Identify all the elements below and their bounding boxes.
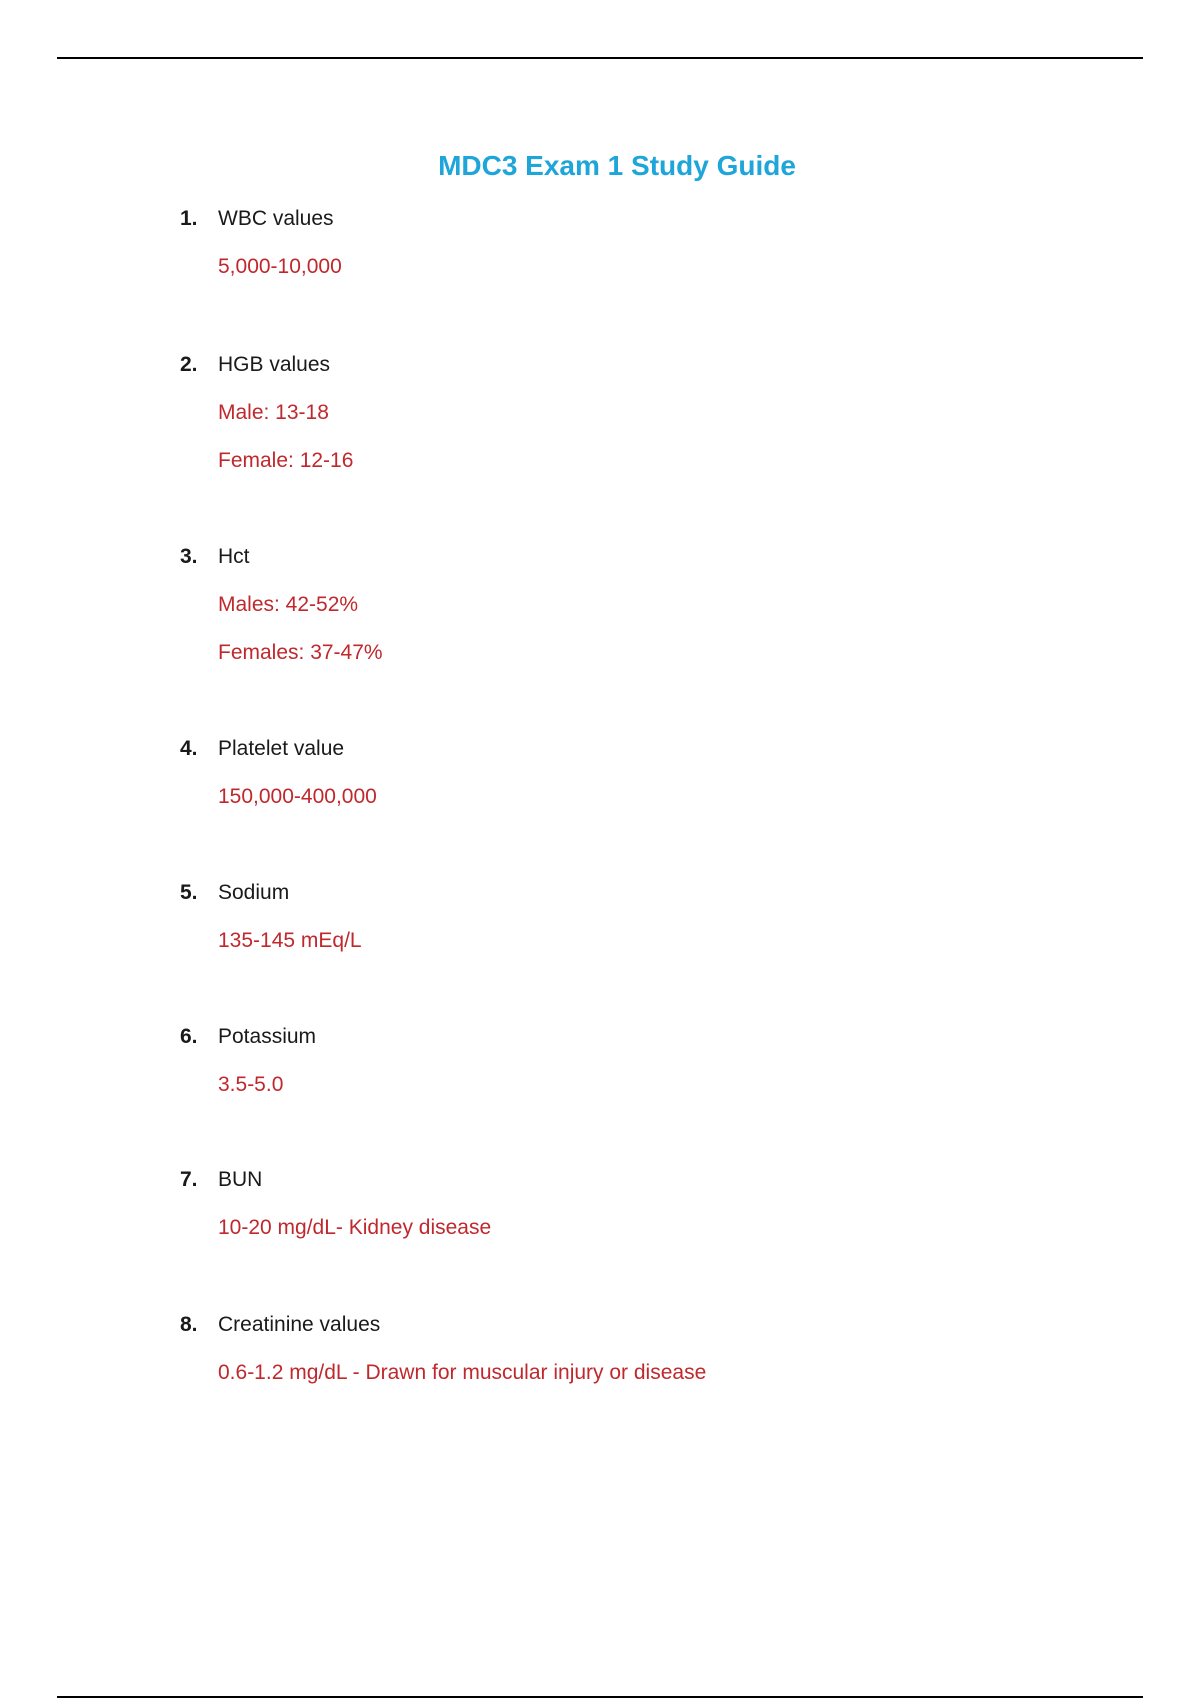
- question-number: 1.: [180, 207, 198, 230]
- answer-text: Females: 37-47%: [218, 641, 383, 664]
- question-number: 6.: [180, 1025, 198, 1048]
- question-item: [180, 878, 1080, 956]
- question-label: HGB values: [218, 353, 331, 376]
- answer-text: 10-20 mg/dL- Kidney disease: [218, 1216, 492, 1239]
- answer-text: 135-145 mEq/L: [218, 929, 362, 952]
- answer-text: 150,000-400,000: [218, 785, 377, 808]
- question-number: 7.: [180, 1168, 198, 1191]
- question-number: 8.: [180, 1313, 198, 1336]
- answer-text: Female: 12-16: [218, 449, 354, 472]
- header-rule: [57, 57, 1143, 59]
- question-number: 5.: [180, 881, 198, 904]
- question-label: WBC values: [218, 207, 334, 230]
- question-item: [180, 734, 1080, 812]
- answer-text: 3.5-5.0: [218, 1073, 284, 1096]
- question-item: [180, 1165, 1080, 1243]
- answer-text: 5,000-10,000: [218, 255, 342, 278]
- question-label: BUN: [218, 1168, 263, 1191]
- footer-rule: [57, 1696, 1143, 1698]
- question-number: 4.: [180, 737, 198, 760]
- answer-text: Male: 13-18: [218, 401, 329, 424]
- question-item: [180, 204, 1080, 282]
- question-item: [180, 542, 1080, 668]
- answer-text: Males: 42-52%: [218, 593, 359, 616]
- question-label: Hct: [218, 545, 250, 568]
- question-number: 2.: [180, 353, 198, 376]
- question-number: 3.: [180, 545, 198, 568]
- question-label: Sodium: [218, 881, 290, 904]
- question-label: Platelet value: [218, 737, 345, 760]
- page-title: MDC3 Exam 1 Study Guide: [438, 150, 796, 181]
- question-label: Potassium: [218, 1025, 317, 1048]
- question-item: [180, 1310, 1080, 1388]
- answer-text: 0.6-1.2 mg/dL - Drawn for muscular injury or disease: [218, 1361, 707, 1384]
- question-item: [180, 1022, 1080, 1100]
- question-item: [180, 350, 1080, 476]
- question-label: Creatinine values: [218, 1313, 381, 1336]
